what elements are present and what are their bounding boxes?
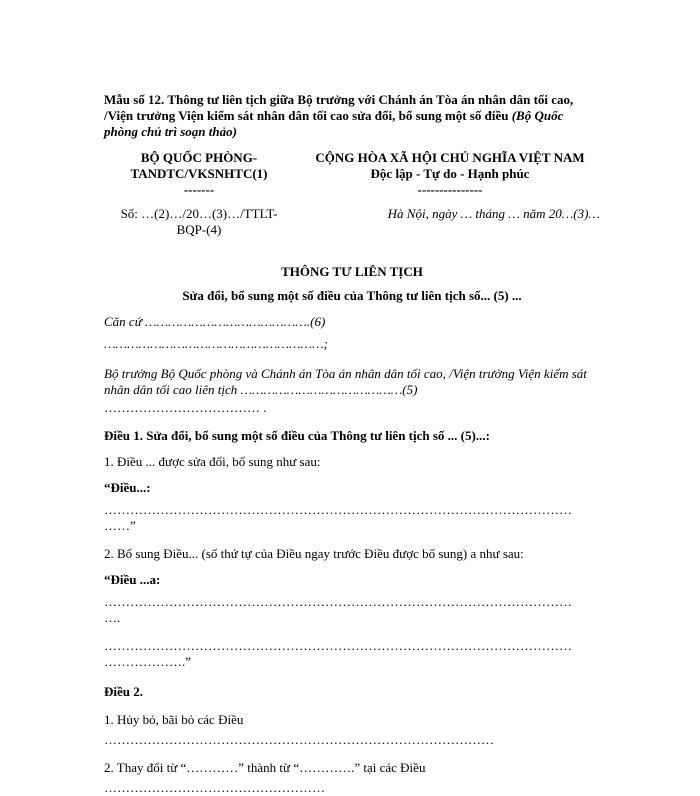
template-heading-text: Mẫu số 12. Thông tư liên tịch giữa Bộ trưởng với Chánh án Tòa án nhân dân tối cao, /Viện trưởng Viện kiểm sát nhân dân tối cao sửa đổi, bổ sung một số điều (104, 92, 574, 123)
document-subtitle: Sửa đổi, bổ sung một số điều của Thông tư liên tịch số... (5) ... (182, 288, 522, 303)
article-1-dots-1-end: ……” (104, 518, 136, 533)
agency-divider: ------- (183, 182, 215, 197)
legal-basis-continued: …………………………………………………; (104, 336, 328, 351)
authority-statement-continued: ……………………………… . (104, 400, 267, 415)
article-1-item-2: 2. Bổ sung Điều... (số thứ tự của Điều ngay trước Điều được bổ sung) a như sau: (104, 546, 524, 561)
country-name: CỘNG HÒA XÃ HỘI CHỦ NGHĨA VIỆT NAM (315, 150, 585, 165)
issuing-agency (104, 150, 294, 198)
national-motto (300, 150, 600, 198)
article-1-dots-3: ……………………………………………………………………………………………… (104, 638, 572, 653)
document-page (104, 92, 600, 796)
article-1-quote-2: “Điều ...a: (104, 572, 161, 587)
document-number-line-1: Số: …(2)…/20…(3)…/TTLT- (120, 206, 278, 221)
article-2-item-1: 1. Hủy bỏ, bãi bỏ các Điều (104, 712, 244, 727)
article-1-dots-3-end: ……………….” (104, 654, 192, 669)
authority-statement: Bộ trưởng Bộ Quốc phòng và Chánh án Tòa án nhân dân tối cao, /Viện trưởng Viện kiểm sát nhân dân tối cao liên tịch ……………………………………(5) (104, 366, 587, 397)
document-meta (104, 206, 600, 238)
template-heading (104, 92, 600, 140)
place-date: Hà Nội, ngày … tháng … năm 20…(3)… (387, 206, 600, 221)
motto: Độc lập - Tự do - Hạnh phúc (370, 166, 530, 181)
article-1-title: Điều 1. Sửa đổi, bổ sung một số điều của Thông tư liên tịch số ... (5)...: (104, 428, 490, 443)
article-2-item-1-dots: ……………………………………………………………………………… (104, 732, 494, 747)
article-2-item-2: 2. Thay đổi từ “…………” thành từ “………….” tại các Điều (104, 760, 426, 775)
article-2-item-2-dots: …………………………………………… (104, 780, 325, 795)
article-1-item-1: 1. Điều ... được sửa đổi, bổ sung như sau: (104, 454, 321, 469)
article-2-title: Điều 2. (104, 684, 143, 699)
article-1-dots-2-end: …. (104, 610, 121, 625)
document-title: THÔNG TƯ LIÊN TỊCH (281, 264, 423, 279)
agency-line-1: BỘ QUỐC PHÒNG- (140, 150, 258, 165)
template-heading-italic: (Bộ Quốc phòng chủ trì soạn thảo) (104, 108, 564, 139)
article-1-dots-2: ……………………………………………………………………………………………… (104, 594, 572, 609)
article-1-dots-1: ……………………………………………………………………………………………… (104, 502, 572, 517)
motto-divider: --------------- (417, 182, 483, 197)
article-1-quote-1: “Điều...: (104, 480, 151, 495)
legal-basis: Căn cứ …………………………………….(6) (104, 314, 326, 329)
document-header (104, 150, 600, 198)
document-number (104, 206, 294, 238)
agency-line-2: TANDTC/VKSNHTC(1) (130, 166, 268, 181)
document-number-line-2: BQP-(4) (176, 222, 222, 237)
